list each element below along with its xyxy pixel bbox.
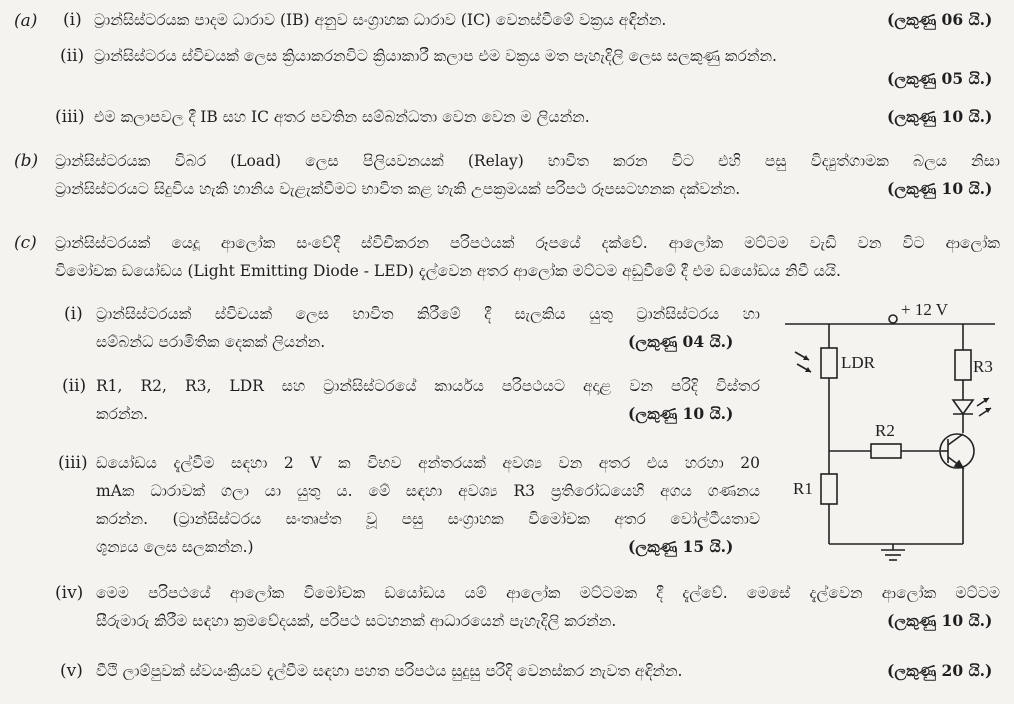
a-ii-marks: (ලකුණු 05 යි.)	[887, 69, 993, 88]
c-iv-marks: (ලකුණු 10 යි.)	[887, 611, 993, 630]
a-ii-text: ට්‍රාන්සිස්ටරය ස්විචයක් ලෙස ක්‍රියාකරනවිට ක්‍රියාකාරී කලාප එම වක්‍රය මත පැහැදිලි ලෙස සලකුණු කරන්න.	[94, 47, 777, 65]
a-iii-number: (iii)	[55, 107, 85, 127]
c-iv-number: (iv)	[55, 583, 84, 603]
part-a-label: (a)	[14, 11, 38, 31]
c-i-line-1: ට්‍රාන්සිස්ටරයක් ස්විචයක් ලෙස භාවිත කිරීමේ දී සැලකිය යුතු ට්‍රාන්සිස්ටරය හා	[96, 305, 760, 323]
c-iii-line-2: mAක ධාරාවක් ගලා යා යුතු ය. මේ සඳහා අවශ්‍ය R3 ප්‍රතිරෝධයෙහි අගය ගණනය	[96, 482, 760, 500]
ldr-resistor	[821, 348, 837, 378]
c-v-number: (v)	[60, 661, 83, 681]
part-b-label: (b)	[14, 151, 39, 171]
transistor	[940, 434, 974, 468]
supply-terminal	[889, 315, 897, 323]
c-intro-line-1: ට්‍රාන්සිස්ටරයක් යෙදූ ආලෝක සංවේදී ස්විචීකරන පරිපථයක් රූපයේ දක්වේ. ආලෝක මට්ටම වැඩි වන විට ආලෝක	[55, 234, 1000, 252]
c-ii-line-1: R1, R2, R3, LDR සහ ට්‍රාන්සිස්ටරයේ කාර්යය පරිපථයට අදාළ වන පරිදි විස්තර	[96, 377, 760, 395]
c-iii-line-3: කරන්න. (ට්‍රාන්සිස්ටරය සංතෘප්ත වූ පසු සංග්‍රාහක විමෝචක අතර වෝල්ටීයතාව	[96, 510, 760, 528]
c-iv-line-1: මෙම පරිපථයේ ආලෝක විමෝචක ඩයෝඩය යම් ආලෝක මට්ටමක දී දැල්වේ. මෙසේ දැල්වෙන ආලෝක මට්ටම	[96, 584, 1000, 602]
a-ii-number: (ii)	[60, 46, 85, 66]
c-v-marks: (ලකුණු 20 යි.)	[887, 661, 993, 680]
r3-label: R3	[973, 357, 993, 376]
b-line-2: ට්‍රාන්සිස්ටරයට සිදුවිය හැකි හානිය වැළැක්වීමට භාවිත කළ හැකි උපක්‍රමයක් පරිපථ රූපසටහනක දක්වන්න.	[55, 180, 741, 198]
c-ii-line-2: කරන්න.	[96, 405, 149, 423]
ldr-label: LDR	[841, 353, 875, 372]
r1-resistor	[821, 474, 837, 504]
a-iii-text: එම කලාපවල දී IB සහ IC අතර පවතින සම්බන්ධතා වෙන වෙන ම ලියන්න.	[94, 108, 590, 126]
a-i-number: (i)	[63, 10, 82, 30]
r2-label: R2	[875, 421, 895, 440]
c-iii-number: (iii)	[58, 453, 88, 473]
a-iii-marks: (ලකුණු 10 යි.)	[887, 107, 993, 126]
part-c-label: (c)	[14, 233, 37, 253]
c-i-number: (i)	[64, 304, 83, 324]
ground-symbol	[881, 550, 905, 560]
c-intro-line-2: විමෝචක ඩයෝඩය (Light Emitting Diode - LED) දැල්වෙන අතර ආලෝක මට්ටම අඩුවීමේ දී එම ඩයෝඩය නිවී යයි.	[55, 262, 841, 280]
b-marks: (ලකුණු 10 යි.)	[887, 179, 993, 198]
a-i-marks: (ලකුණු 06 යි.)	[887, 10, 993, 29]
r3-resistor	[955, 350, 971, 380]
c-ii-marks: (ලකුණු 10 යි.)	[628, 404, 734, 423]
led-diode	[953, 400, 973, 414]
c-i-marks: (ලකුණු 04 යි.)	[628, 332, 734, 351]
c-iii-marks: (ලකුණු 15 යි.)	[628, 537, 734, 556]
supply-label: + 12 V	[901, 300, 949, 319]
c-i-line-2: සම්බන්ධ පරාමිතික දෙකක් ලියන්න.	[96, 333, 326, 351]
ldr-circuit-diagram	[785, 288, 1005, 568]
r1-label: R1	[793, 479, 813, 498]
b-line-1: ට්‍රාන්සිස්ටරයක විබර (Load) ලෙස පිලියවනයක් (Relay) භාවිත කරන විට එහි පසු විද්‍යුත්ගාමක බලය නිසා	[55, 152, 1000, 170]
a-i-text: ට්‍රාන්සිස්ටරයක පාදම ධාරාව (IB) අනුව සංග්‍රාහක ධාරාව (IC) වෙනස්වීමේ වක්‍රය අඳින්න.	[94, 11, 667, 29]
r2-resistor	[871, 444, 901, 458]
c-iv-line-2: සීරුමාරු කිරීම සඳහා ක්‍රමවේදයක්, පරිපථ සටහනක් ආධාරයෙන් පැහැදිලි කරන්න.	[96, 612, 617, 630]
c-v-text: වීථි ලාම්පුවක් ස්වයංක්‍රියව දැල්වීම සඳහා පහත පරිපථය සුදුසු පරිදි වෙනස්කර නැවත අඳින්න.	[96, 662, 683, 680]
c-iii-line-1: ඩයෝඩය දැල්වීම සඳහා 2 V ක විභව අන්තරයක් අවශ්‍ය වන අතර එය හරහා 20	[96, 454, 760, 472]
c-ii-number: (ii)	[62, 376, 87, 396]
led-light-arrows	[977, 398, 991, 416]
c-iii-line-4: ශුන්‍යය ලෙස සලකන්න.)	[96, 538, 254, 556]
